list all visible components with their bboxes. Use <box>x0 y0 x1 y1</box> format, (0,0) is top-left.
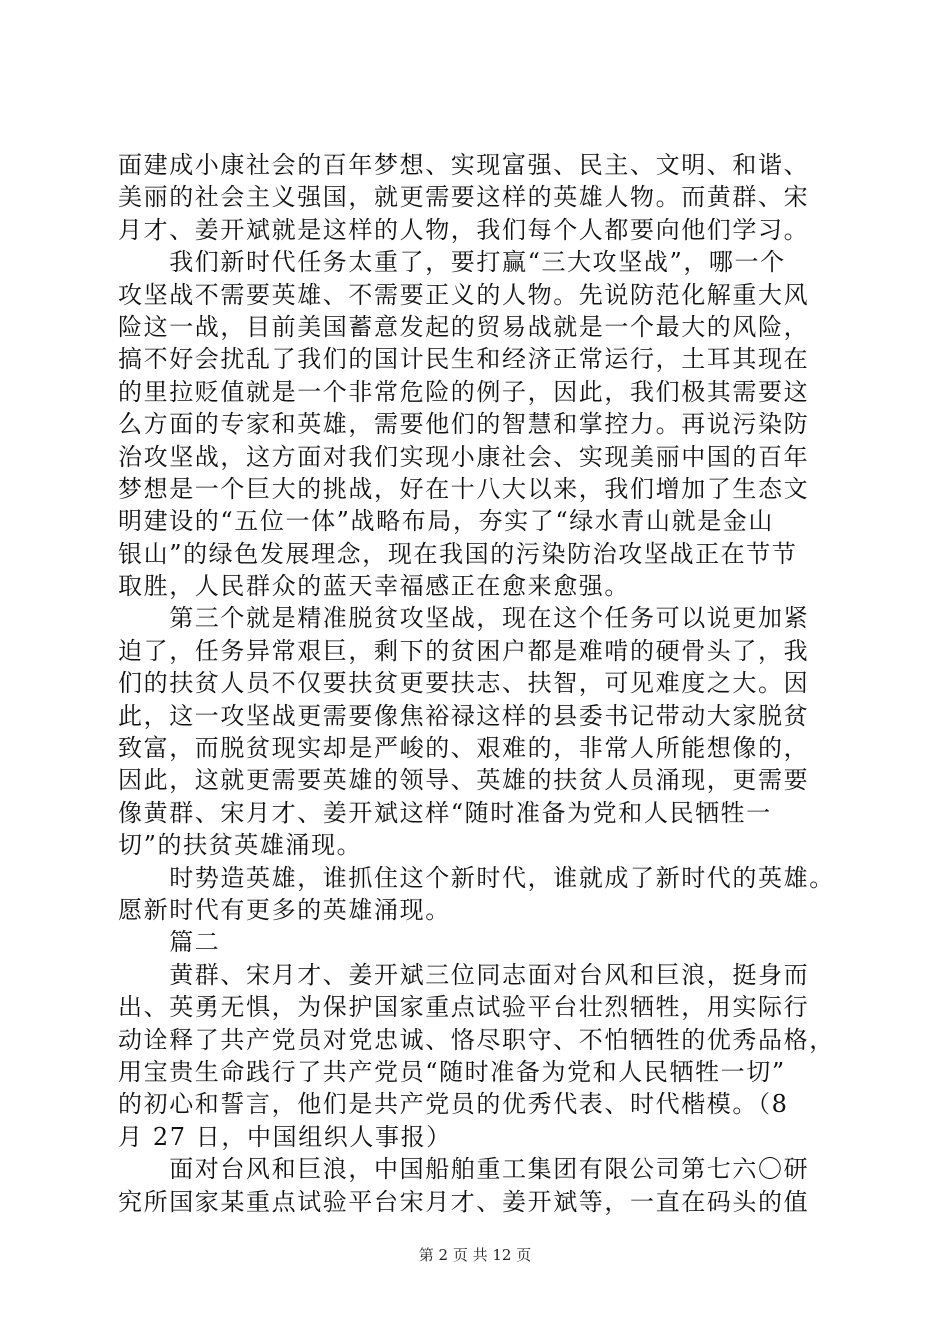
text-line: 们的扶贫人员不仅要扶贫更要扶志、扶智，可见难度之大。因 <box>118 669 810 698</box>
text-line: 搞不好会扰乱了我们的国计民生和经济正常运行，土耳其现在 <box>118 345 810 374</box>
text-line: 么方面的专家和英雄，需要他们的智慧和掌控力。再说污染防 <box>118 410 810 439</box>
text-line: 明建设的“五位一体”战略布局，夯实了“绿水青山就是金山 <box>118 507 775 536</box>
text-line: 我们新时代任务太重了，要打赢“三大攻坚战”，哪一个 <box>118 248 786 277</box>
text-line: 致富，而脱贫现实却是严峻的、艰难的，非常人所能想像的， <box>118 734 810 763</box>
text-line: 像黄群、宋月才、姜开斌这样“随时准备为党和人民牺牲一 <box>118 798 772 827</box>
text-line: 面建成小康社会的百年梦想、实现富强、民主、文明、和谐、 <box>118 151 810 179</box>
body-text <box>118 149 838 1218</box>
text-line: 因此，这就更需要英雄的领导、英雄的扶贫人员涌现，更需要 <box>118 766 810 795</box>
text-line: 用宝贵生命践行了共产党员“随时准备为党和人民牺牲一切” <box>118 1057 786 1086</box>
text-line: 的初心和誓言，他们是共产党员的优秀代表、时代楷模。（8 <box>118 1090 789 1119</box>
text-line: 出、英勇无惧，为保护国家重点试验平台壮烈牺牲，用实际行 <box>118 993 810 1022</box>
text-line: 时势造英雄，谁抓住这个新时代，谁就成了新时代的英雄。 <box>118 863 835 892</box>
text-line: 美丽的社会主义强国，就更需要这样的英雄人物。而黄群、宋 <box>118 183 810 212</box>
text-line: 月 27 日，中国组织人事报） <box>118 1122 452 1151</box>
text-line: 攻坚战不需要英雄、不需要正义的人物。先说防范化解重大风 <box>118 280 810 309</box>
page-footer: 第 2 页 共 12 页 <box>418 1246 532 1264</box>
text-line: 迫了，任务异常艰巨，剩下的贫困户都是难啃的硬骨头了，我 <box>118 636 810 665</box>
text-line: 面对台风和巨浪，中国船舶重工集团有限公司第七六〇研 <box>118 1155 810 1184</box>
text-line: 险这一战，目前美国蓄意发起的贸易战就是一个最大的风险， <box>118 312 810 341</box>
text-line: 取胜，人民群众的蓝天幸福感正在愈来愈强。 <box>118 572 630 601</box>
text-line: 切”的扶贫英雄涌现。 <box>118 831 363 860</box>
text-line: 愿新时代有更多的英雄涌现。 <box>118 895 451 924</box>
text-line: 究所国家某重点试验平台宋月才、姜开斌等，一直在码头的值 <box>118 1187 810 1216</box>
text-line: 第三个就是精准脱贫攻坚战，现在这个任务可以说更加紧 <box>118 604 810 633</box>
text-line: 此，这一攻坚战更需要像焦裕禄这样的县委书记带动大家脱贫 <box>118 701 810 730</box>
text-line: 梦想是一个巨大的挑战，好在十八大以来，我们增加了生态文 <box>118 474 810 503</box>
text-line: 银山”的绿色发展理念，现在我国的污染防治攻坚战正在节节 <box>118 539 798 568</box>
text-line: 月才、姜开斌就是这样的人物，我们每个人都要向他们学习。 <box>118 215 810 244</box>
text-line: 治攻坚战，这方面对我们实现小康社会、实现美丽中国的百年 <box>118 442 810 471</box>
text-line: 动诠释了共产党员对党忠诚、恪尽职守、不怕牺牲的优秀品格， <box>118 1025 835 1054</box>
text-line: 黄群、宋月才、姜开斌三位同志面对台风和巨浪，挺身而 <box>118 960 810 989</box>
text-line: 的里拉贬值就是一个非常危险的例子，因此，我们极其需要这 <box>118 377 810 406</box>
text-line: 篇二 <box>118 928 221 957</box>
